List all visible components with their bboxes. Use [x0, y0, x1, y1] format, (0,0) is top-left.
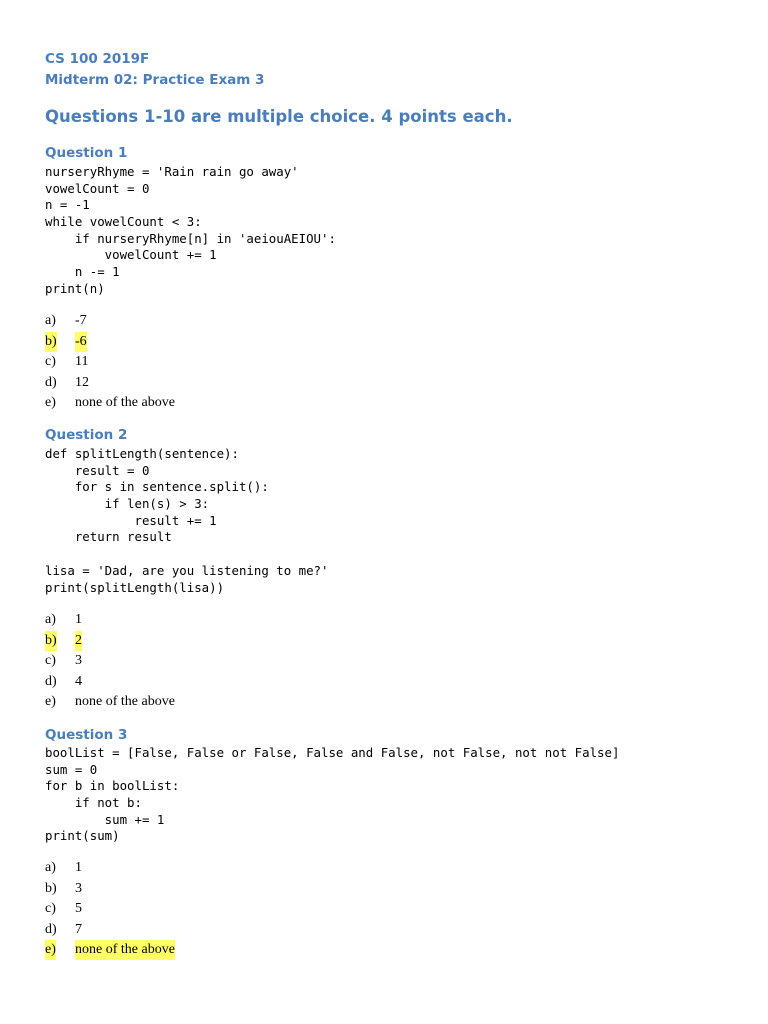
option-letter: e) [45, 694, 56, 710]
code-line: while vowelCount < 3: [45, 214, 202, 230]
code-line: if len(s) > 3: [45, 496, 210, 512]
code-line: print(splitLength(lisa)) [45, 579, 225, 595]
option-text: 3 [75, 880, 82, 896]
exam-title: Midterm 02: Practice Exam 3 [45, 72, 265, 88]
option-text: none of the above [75, 395, 175, 411]
code-line: print(n) [45, 280, 105, 296]
option-letter: c) [45, 653, 56, 669]
option-text: 12 [75, 374, 89, 390]
option-letter: e) [45, 940, 56, 960]
option-text: none of the above [75, 940, 175, 960]
option-text: none of the above [75, 694, 175, 710]
option-text: 2 [75, 631, 82, 651]
option-letter: a) [45, 612, 56, 627]
option-letter: e) [45, 395, 56, 411]
code-line: vowelCount = 0 [45, 180, 150, 196]
code-line: if nurseryRhyme[n] in 'aeiouAEIOU': [45, 230, 336, 246]
option-text: 1 [75, 612, 82, 627]
code-line: boolList = [False, False or False, False and False, not False, not not False] [45, 745, 620, 760]
code-line: sum += 1 [45, 811, 165, 827]
option-letter: d) [45, 673, 57, 689]
option-letter: c) [45, 354, 56, 370]
code-line: def splitLength(sentence): [45, 446, 239, 461]
code-line: n -= 1 [45, 264, 120, 280]
option-letter: c) [45, 901, 56, 917]
option-text: 7 [75, 921, 82, 937]
code-line: if not b: [45, 795, 142, 811]
option-text: 3 [75, 653, 82, 669]
question-1-title: Question 1 [45, 145, 128, 161]
option-text: -7 [75, 313, 87, 328]
option-text: 4 [75, 673, 82, 689]
code-line: for s in sentence.split(): [45, 479, 269, 495]
question-1-code [45, 164, 336, 298]
instructions-heading: Questions 1-10 are multiple choice. 4 points each. [45, 107, 513, 126]
code-line: return result [45, 529, 172, 545]
code-line: for b in boolList: [45, 778, 180, 794]
question-3-code [45, 745, 619, 845]
option-text: 1 [75, 860, 82, 875]
code-line: print(sum) [45, 828, 120, 844]
course-title: CS 100 2019F [45, 51, 150, 67]
question-2-title: Question 2 [45, 427, 128, 443]
option-letter: b) [45, 880, 57, 896]
code-line: sum = 0 [45, 761, 98, 777]
option-letter: a) [45, 313, 56, 328]
option-letter: a) [45, 860, 56, 875]
option-letter: d) [45, 374, 57, 390]
option-text: 11 [75, 354, 89, 370]
code-line: lisa = 'Dad, are you listening to me?' [45, 563, 329, 579]
option-letter: b) [45, 332, 57, 352]
code-line: vowelCount += 1 [45, 247, 217, 263]
option-text: -6 [75, 332, 87, 352]
option-letter: d) [45, 921, 57, 937]
question-2-code [45, 446, 328, 597]
code-line: result += 1 [45, 512, 217, 528]
option-letter: b) [45, 631, 57, 651]
question-3-title: Question 3 [45, 727, 128, 743]
code-blank-line [45, 546, 328, 563]
code-line: nurseryRhyme = 'Rain rain go away' [45, 164, 299, 179]
code-line: n = -1 [45, 197, 90, 213]
option-text: 5 [75, 901, 82, 917]
code-line: result = 0 [45, 462, 150, 478]
